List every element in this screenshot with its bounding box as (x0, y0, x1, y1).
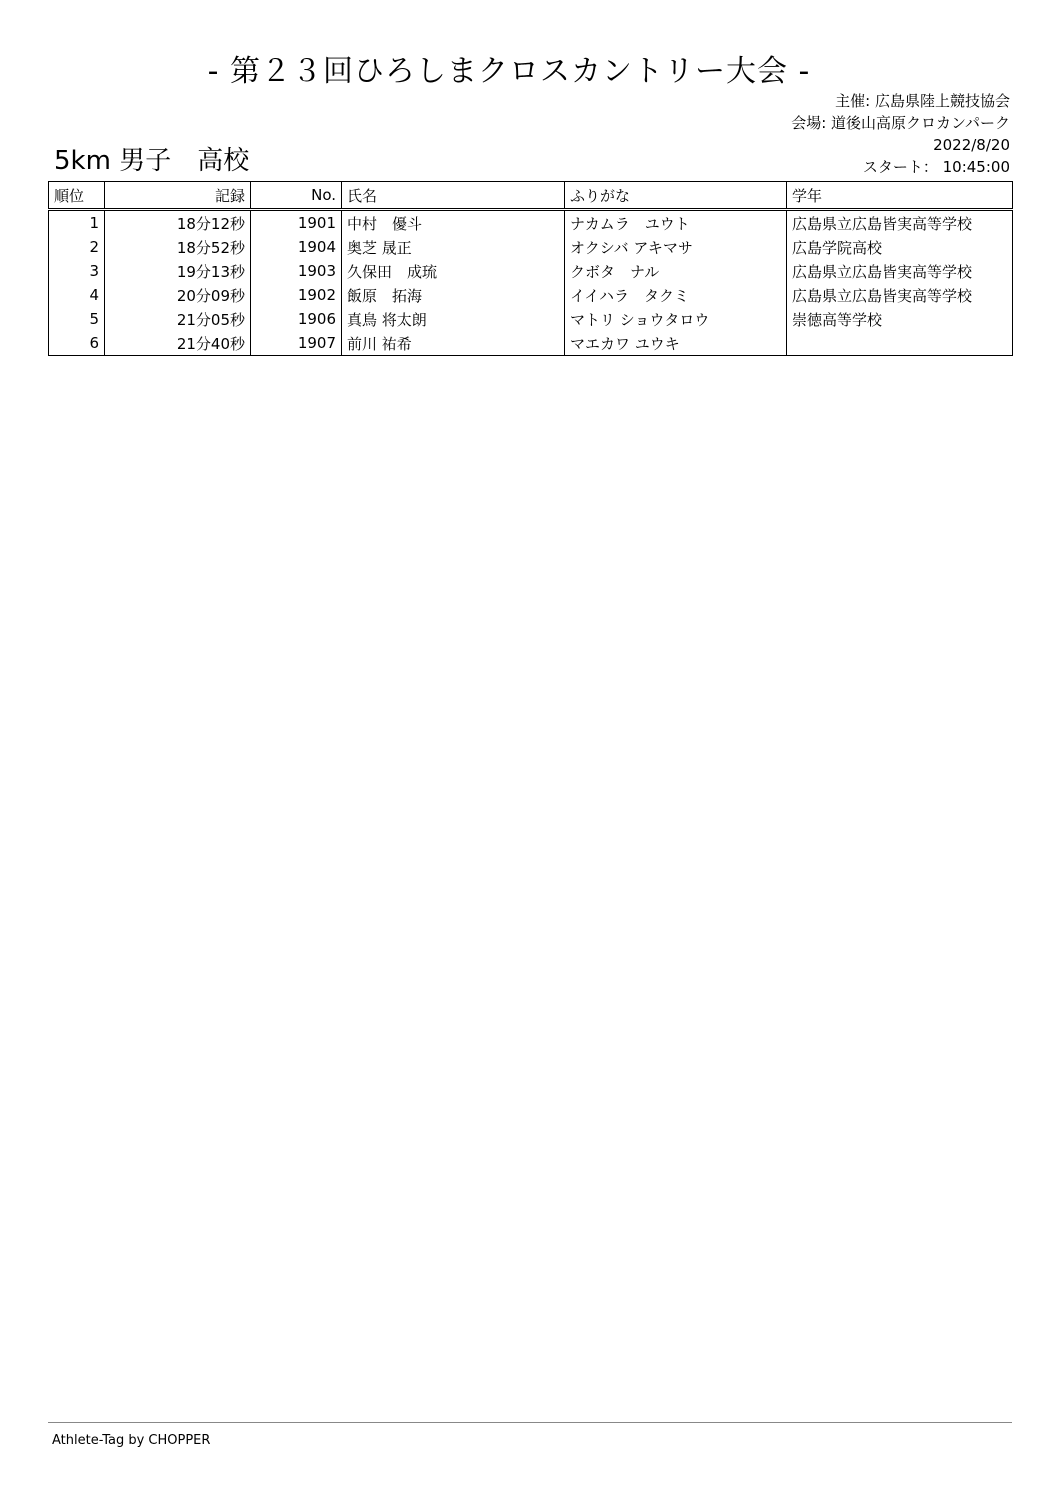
cell-kana: イイハラ タクミ (565, 283, 787, 307)
cell-kana: マトリ ショウタロウ (565, 307, 787, 331)
table-row (49, 307, 1013, 331)
cell-no: 1903 (251, 259, 342, 283)
cell-rank: 3 (49, 259, 105, 283)
cell-time: 18分52秒 (105, 235, 251, 259)
results-table (48, 181, 1013, 356)
header-name: 氏名 (342, 182, 565, 210)
cell-rank: 4 (49, 283, 105, 307)
header-school: 学年 (787, 182, 1013, 210)
cell-kana: オクシバ アキマサ (565, 235, 787, 259)
cell-rank: 1 (49, 210, 105, 236)
cell-rank: 6 (49, 331, 105, 356)
table-row (49, 259, 1013, 283)
cell-school: 広島県立広島皆実高等学校 (787, 210, 1013, 236)
cell-name: 飯原 拓海 (342, 283, 565, 307)
event-meta (791, 90, 1010, 178)
footer-credit: Athlete-Tag by CHOPPER (52, 1433, 211, 1448)
page-title: - 第２３回ひろしまクロスカントリー大会 - (207, 54, 811, 89)
cell-time: 18分12秒 (105, 210, 251, 236)
cell-name: 奥芝 晟正 (342, 235, 565, 259)
cell-kana: マエカワ ユウキ (565, 331, 787, 356)
cell-name: 中村 優斗 (342, 210, 565, 236)
cell-no: 1907 (251, 331, 342, 356)
cell-school (787, 331, 1013, 356)
table-header-row (49, 182, 1013, 210)
header-time: 記録 (105, 182, 251, 210)
table-row (49, 210, 1013, 236)
table-row (49, 283, 1013, 307)
cell-time: 19分13秒 (105, 259, 251, 283)
header-rank: 順位 (49, 182, 105, 210)
cell-time: 20分09秒 (105, 283, 251, 307)
cell-no: 1902 (251, 283, 342, 307)
cell-time: 21分40秒 (105, 331, 251, 356)
cell-name: 前川 祐希 (342, 331, 565, 356)
table-row (49, 331, 1013, 356)
cell-school: 崇徳高等学校 (787, 307, 1013, 331)
header-no: No. (251, 182, 342, 210)
cell-school: 広島学院高校 (787, 235, 1013, 259)
cell-name: 久保田 成琉 (342, 259, 565, 283)
cell-rank: 5 (49, 307, 105, 331)
cell-no: 1904 (251, 235, 342, 259)
cell-school: 広島県立広島皆実高等学校 (787, 259, 1013, 283)
date-text: 2022/8/20 (933, 136, 1010, 154)
header-kana: ふりがな (565, 182, 787, 210)
organizer-text: 主催: 広島県陸上競技協会 (835, 92, 1010, 110)
table-row (49, 235, 1013, 259)
cell-kana: クボタ ナル (565, 259, 787, 283)
cell-kana: ナカムラ ユウト (565, 210, 787, 236)
start-time-text: スタート： 10:45:00 (862, 158, 1010, 176)
cell-name: 真鳥 将太朗 (342, 307, 565, 331)
cell-school: 広島県立広島皆実高等学校 (787, 283, 1013, 307)
cell-time: 21分05秒 (105, 307, 251, 331)
venue-text: 会場: 道後山高原クロカンパーク (791, 114, 1010, 132)
cell-rank: 2 (49, 235, 105, 259)
cell-no: 1901 (251, 210, 342, 236)
footer-divider (48, 1422, 1012, 1423)
cell-no: 1906 (251, 307, 342, 331)
category-heading: 5km 男子 高校 (54, 146, 250, 176)
